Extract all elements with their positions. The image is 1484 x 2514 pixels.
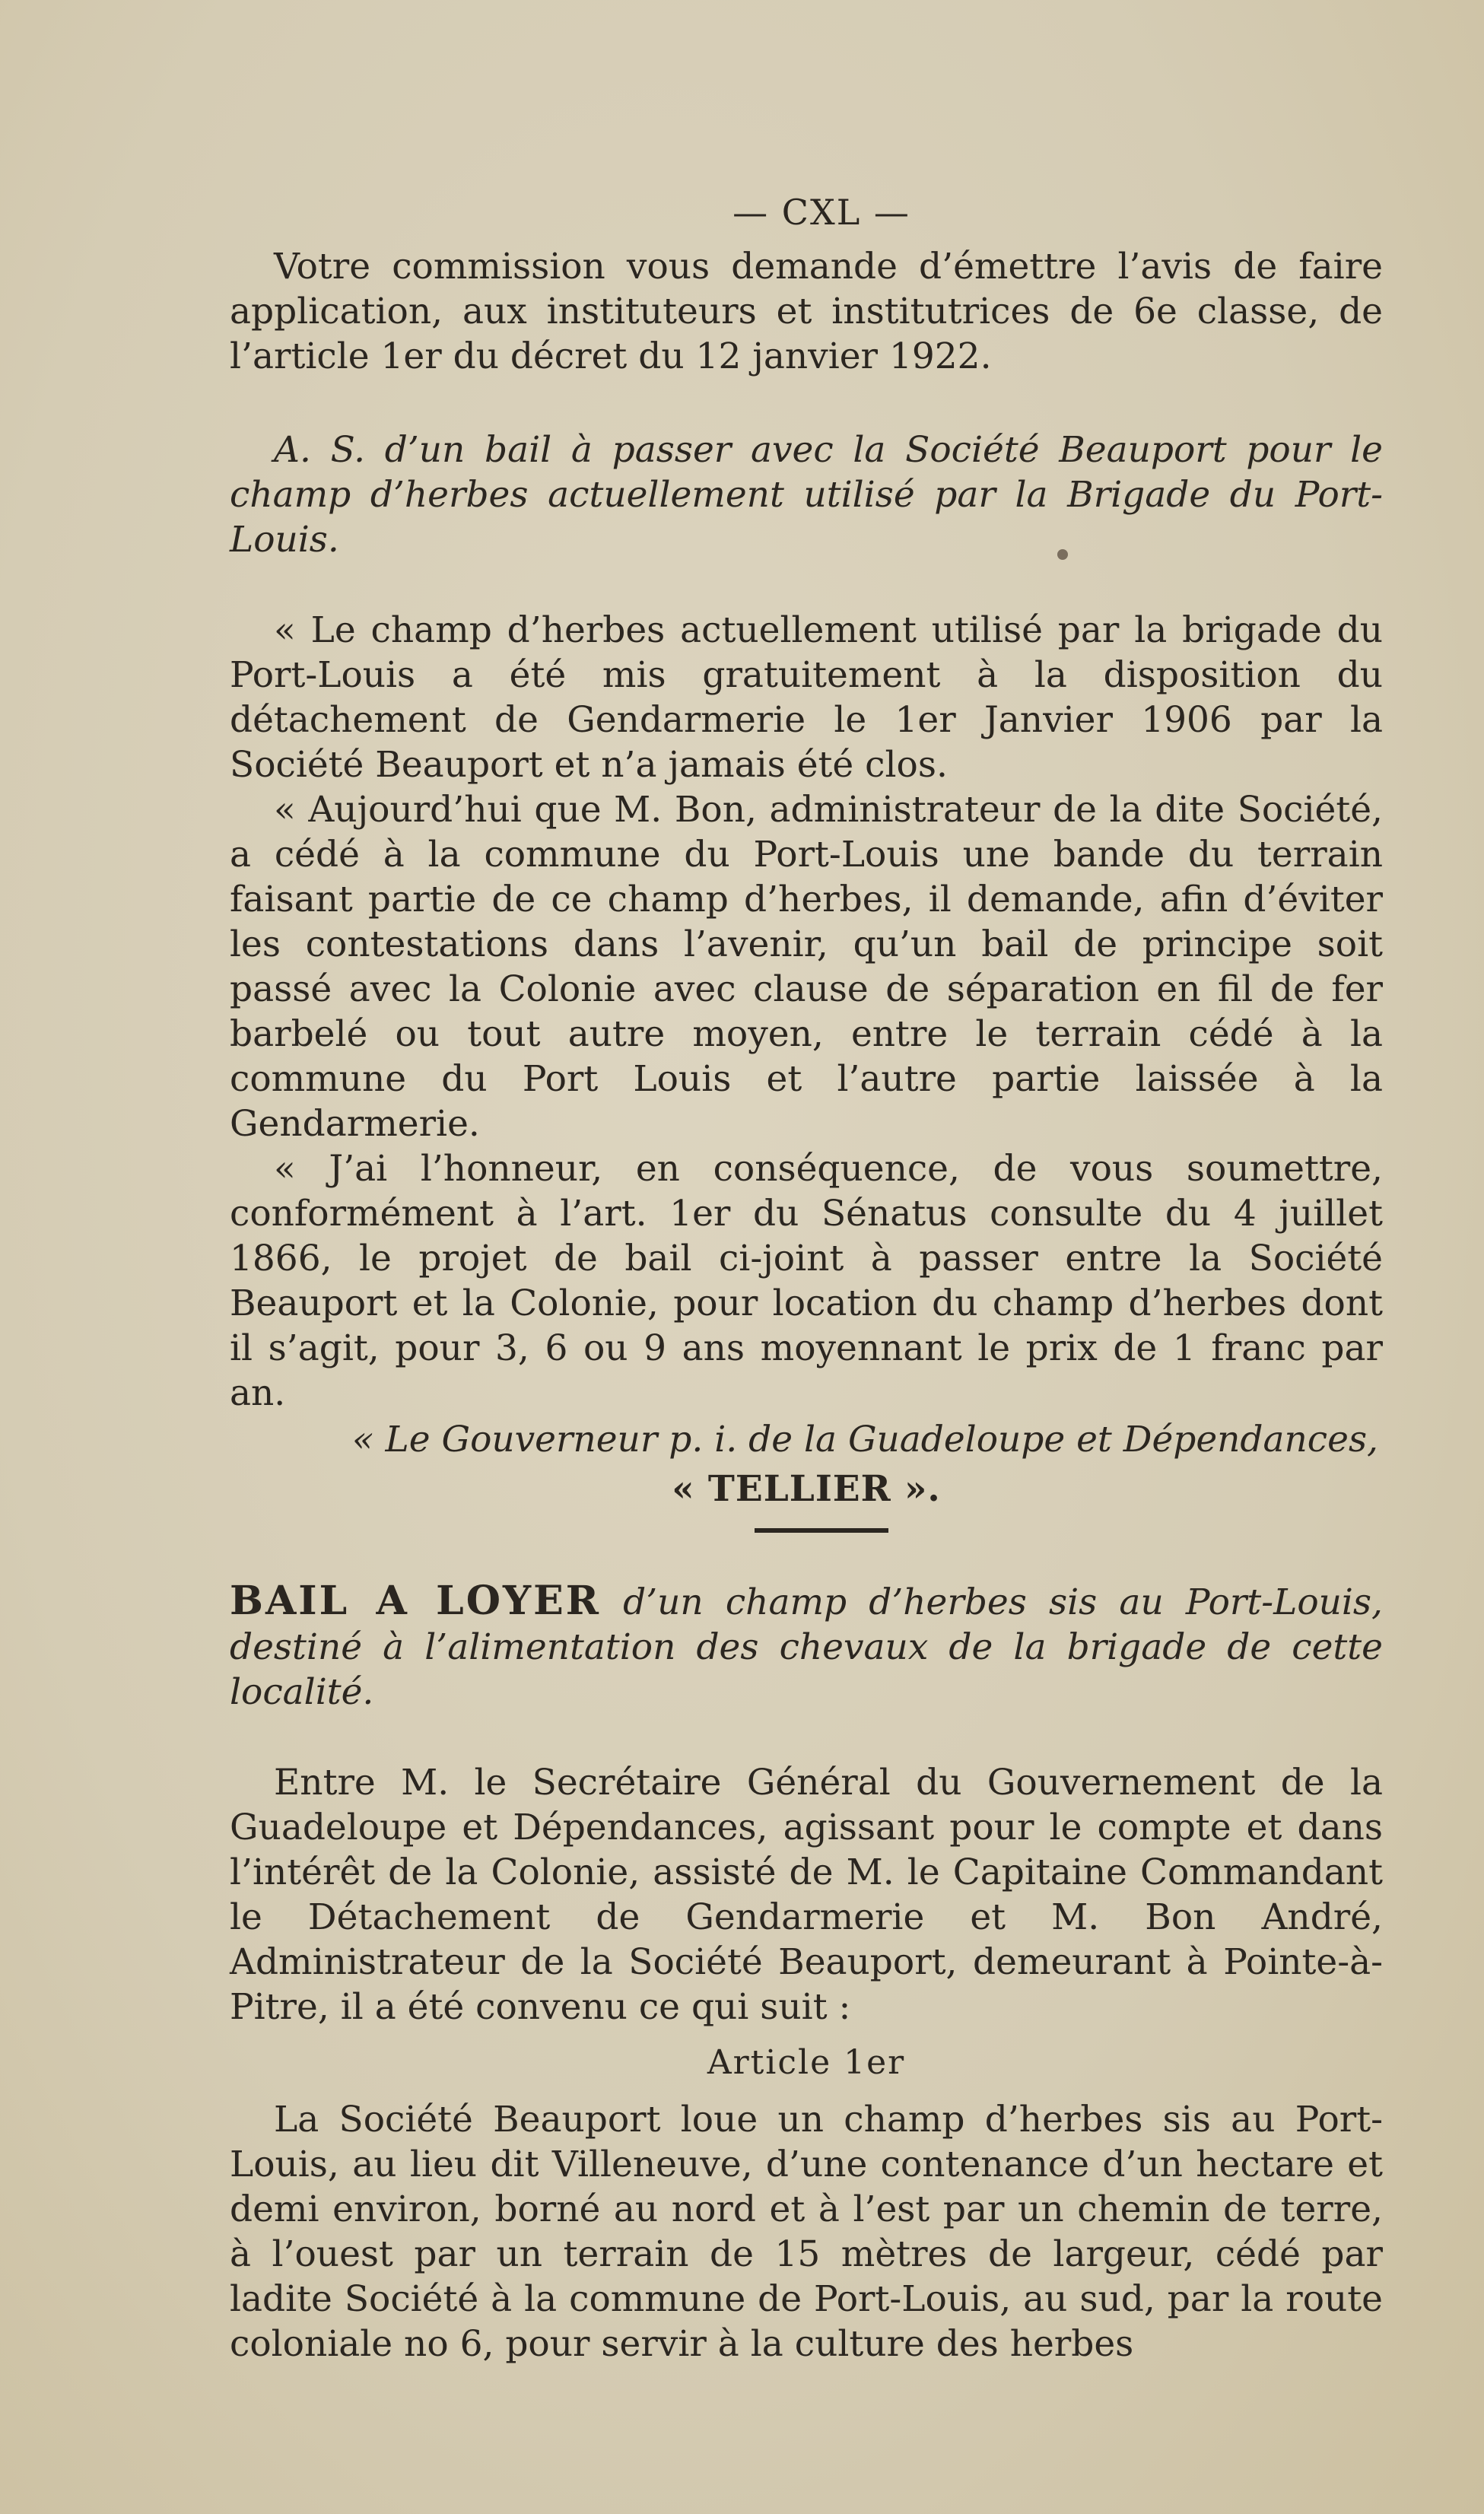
letter-paragraph-3: « J’ai l’honneur, en conséquence, de vous soumettre, conformément à l’art. 1er du Sénatus consulte du 4 juillet 1866, le projet de bail ci-joint à passer entre la Société Beauport et la Colonie, pour location du champ d’herbes dont il s’agit, pour 3, 6 ou 9 ans moyennant le prix de 1 franc par an.	[230, 1148, 1383, 1414]
article-heading: Article 1er	[707, 2043, 906, 2082]
section-divider	[755, 1528, 888, 1533]
lease-heading	[230, 1578, 1383, 1715]
letter-paragraph-1: « Le champ d’herbes actuellement utilisé par la brigade du Port-Louis a été mis gratuitement à la disposition du détachement de Gendarmerie le 1er Janvier 1906 par la Société Beauport et n’a jamais été clos.	[230, 609, 1383, 786]
lease-heading-subtitle: d’un champ d’herbes sis au Port-Louis, destiné à l’alimentation des chevaux de la brigade de cette localité.	[230, 1581, 1383, 1713]
document-body	[230, 190, 1383, 2366]
signature-name: « TELLIER ».	[672, 1468, 941, 1510]
parties-paragraph: Entre M. le Secrétaire Général du Gouvernement de la Guadeloupe et Dépendances, agissant pour le compte et dans l’intérêt de la Colonie, assisté de M. le Capitaine Commandant le Détachement de Gendarmerie et M. Bon André, Administrateur de la Société Beauport, demeurant à Pointe-à-Pitre, il a été convenu ce qui suit :	[230, 1762, 1383, 2028]
lease-heading-title: BAIL A LOYER	[230, 1578, 601, 1624]
section-heading: A. S. d’un bail à passer avec la Société Beauport pour le champ d’herbes actuellement utilisé par la Brigade du Port-Louis.	[230, 429, 1383, 561]
letter-paragraph-2: « Aujourd’hui que M. Bon, administrateur de la dite Société, a cédé à la commune du Port-Louis une bande du terrain faisant partie de ce champ d’herbes, il demande, afin d’éviter les contestations dans l’avenir, qu’un bail de principe soit passé avec la Colonie avec clause de séparation en fil de fer barbelé ou tout autre moyen, entre le terrain cédé à la commune du Port Louis et l’autre partie laissée à la Gendarmerie.	[230, 789, 1383, 1145]
signature-title: « Le Gouverneur p. i. de la Guadeloupe et Dépendances,	[351, 1419, 1378, 1460]
page-folio: — CXL —	[732, 192, 910, 233]
commission-paragraph: Votre commission vous demande d’émettre l’avis de faire application, aux instituteurs et institutrices de 6e classe, de l’article 1er du décret du 12 janvier 1922.	[230, 246, 1383, 377]
article-1-paragraph: La Société Beauport loue un champ d’herbes sis au Port-Louis, au lieu dit Villeneuve, d’une contenance d’un hectare et demi environ, borné au nord et à l’est par un chemin de terre, à l’ouest par un terrain de 15 mètres de largeur, cédé par ladite Société à la commune de Port-Louis, au sud, par la route coloniale no 6, pour servir à la culture des herbes	[230, 2099, 1383, 2365]
